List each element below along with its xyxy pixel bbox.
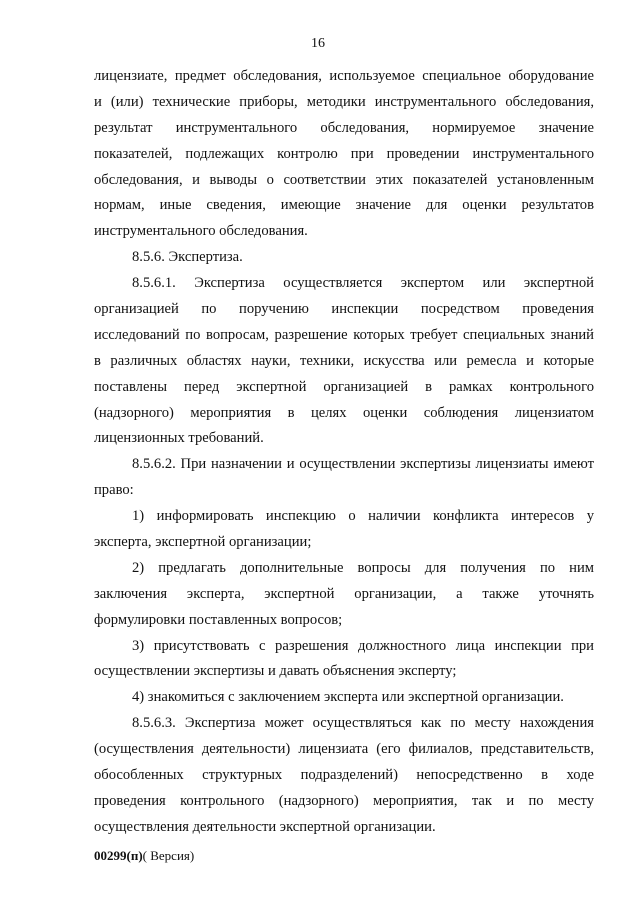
text-line: 8.5.6. Экспертиза. [132, 249, 243, 266]
text-line: формулировки поставленных вопросов; [94, 611, 343, 628]
text-line: поставлены перед экспертной организацией в рамках контрольного [94, 378, 594, 395]
document-footer [94, 848, 194, 864]
text-line: (осуществления деятельности) лицензиата (его филиалов, представительств, [94, 741, 594, 758]
text-line: проведения контрольного (надзорного) мероприятия, так и по месту [94, 792, 594, 809]
text-line: исследований по вопросам, разрешение которых требует специальных знаний [94, 326, 594, 343]
document-version: ( Версия) [142, 848, 195, 863]
text-line: 8.5.6.3. Экспертиза может осуществляться как по месту нахождения [132, 715, 594, 732]
text-line: заключения эксперта, экспертной организации, а также уточнять [94, 585, 594, 602]
text-line: результат инструментального обследования, нормируемое значение [94, 119, 594, 136]
text-line: (надзорного) мероприятия в целях оценки соблюдения лицензиатом [94, 404, 594, 421]
text-line: осуществления деятельности экспертной организации. [94, 818, 436, 835]
document-code: 00299(п) [94, 848, 143, 863]
text-line: 3) присутствовать с разрешения должностного лица инспекции при [132, 637, 594, 654]
text-line: организацией по поручению инспекции посредством проведения [94, 301, 594, 318]
text-line: 8.5.6.1. Экспертиза осуществляется экспертом или экспертной [132, 275, 594, 292]
text-line: 2) предлагать дополнительные вопросы для получения по ним [132, 559, 594, 576]
text-line: нормам, иные сведения, имеющие значение для оценки результатов [94, 197, 594, 214]
text-line: 4) знакомиться с заключением эксперта или экспертной организации. [132, 689, 564, 706]
text-line: и (или) технические приборы, методики инструментального обследования, [94, 93, 594, 110]
text-line: показателей, подлежащих контролю при проведении инструментального [94, 145, 594, 162]
text-line: лицензиате, предмет обследования, используемое специальное оборудование [94, 68, 594, 84]
text-line: 8.5.6.2. При назначении и осуществлении экспертизы лицензиаты имеют [132, 456, 594, 473]
text-line: обследования, и выводы о соответствии этих показателей установленным [94, 171, 594, 188]
text-line: инструментального обследования. [94, 223, 308, 240]
document-body [94, 64, 594, 841]
text-line: в различных областях науки, техники, искусства или ремесла и которые [94, 352, 594, 369]
text-line: эксперта, экспертной организации; [94, 534, 312, 551]
text-line: осуществлении экспертизы и давать объяснения эксперту; [94, 663, 457, 680]
page-number: 16 [311, 36, 325, 51]
text-line: обособленных структурных подразделений) непосредственно в ходе [94, 767, 594, 784]
text-line: 1) информировать инспекцию о наличии конфликта интересов у [132, 508, 594, 525]
text-line: право: [94, 482, 134, 499]
text-line: лицензионных требований. [94, 430, 264, 447]
